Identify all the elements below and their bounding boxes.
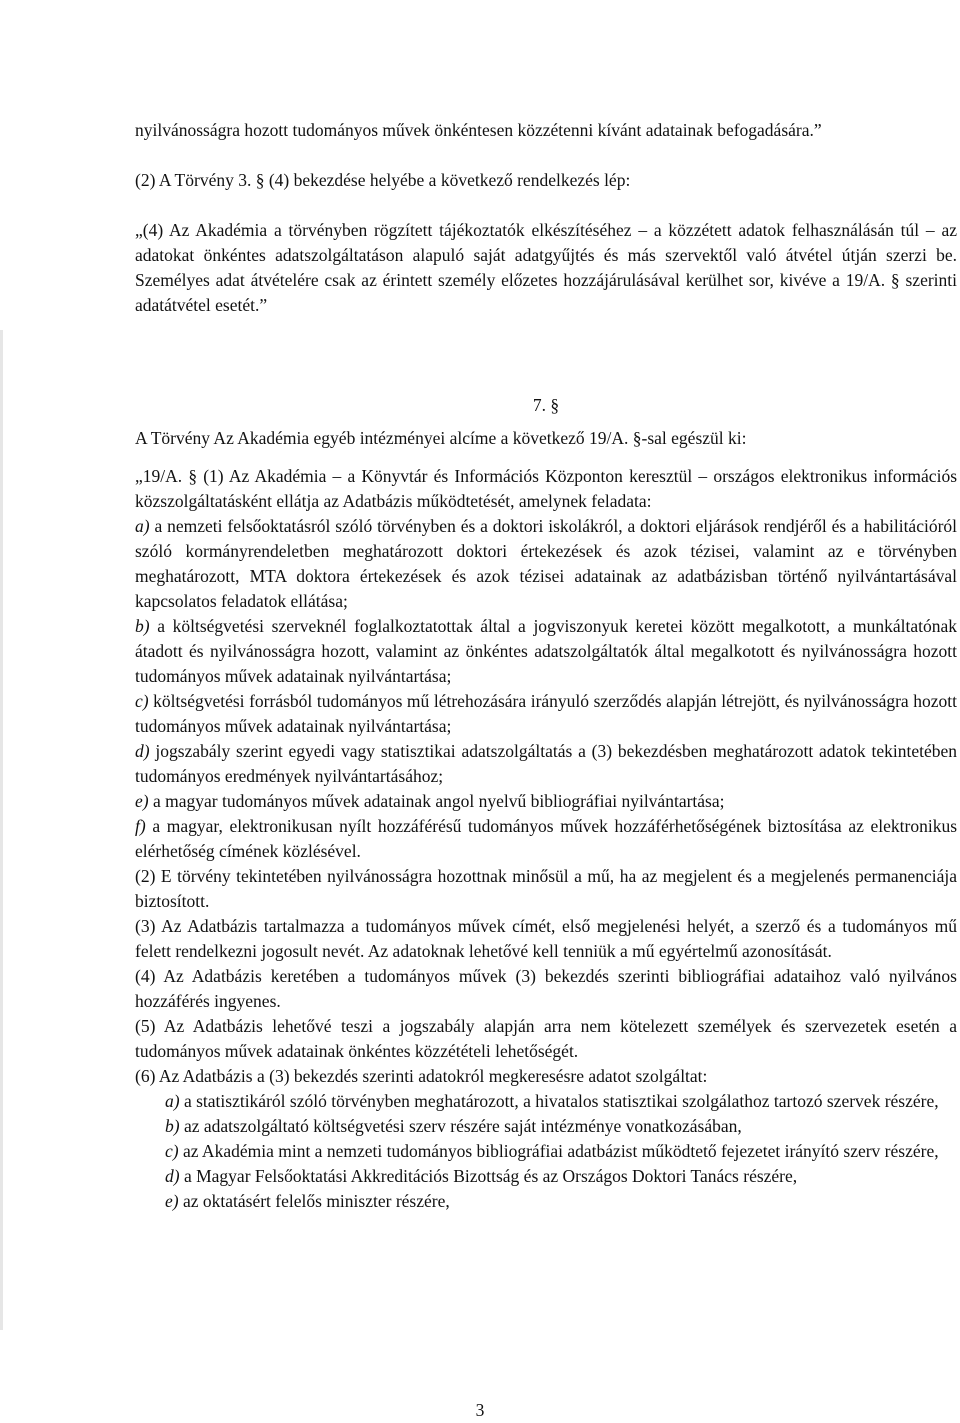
list-item-a: [135, 514, 957, 614]
list-text: az oktatásért felelős miniszter részére,: [182, 1191, 450, 1211]
paragraph-intro-19a: A Törvény Az Akadémia egyéb intézményei alcíme a következő 19/A. §-sal egészül ki:: [135, 428, 747, 448]
paragraph-19a-5: (5) Az Adatbázis lehetővé teszi a jogszabály alapján arra nem kötelezett személyek és szervezetek esetén a tudományos művek adatainak önkéntes közzétételi lehetőségét.: [135, 1016, 957, 1061]
list-text: a magyar tudományos művek adatainak angol nyelvű bibliográfiai nyilvántartása;: [152, 791, 725, 811]
paragraph-quoted-4: „(4) Az Akadémia a törvényben rögzített tájékoztatók elkészítéséhez – a közzétett adatok felhasználásán túl – az adatokat önkéntes adatszolgáltatáson alapuló saját adatgyűjtés és más szervektől való átvétel útján szerzi be. Személyes adat átvételére csak az érintett személy előzetes hozzájárulásával kerülhet sor, kivéve a 19/A. § szerinti adatátvétel esetét.”: [135, 220, 957, 315]
list-text: a magyar, elektronikusan nyílt hozzáférésű tudományos művek hozzáférhetőségének biztosítása az elektronikus elérhetőség címének közlésével.: [135, 816, 958, 861]
list-letter: e): [135, 791, 149, 811]
list-letter: c): [165, 1141, 179, 1161]
list-letter: c): [135, 691, 149, 711]
list-text: a költségvetési szerveknél foglalkoztatottak által a jogviszonyuk keretei között megalkotott, a munkáltatónak átadott és nyilvánosságra hozott, valamint az önkéntes adatszolgáltatók által megalkotott és nyilvánosságra hozott tudományos művek adatainak nyilvántartása;: [135, 616, 957, 686]
list-item-6b: [135, 1114, 957, 1139]
list-item-b: [135, 614, 957, 689]
scan-edge: [0, 330, 3, 1330]
paragraph-19a-1: „19/A. § (1) Az Akadémia – a Könyvtár és Információs Központon keresztül – országos elektronikus információs közszolgáltatásként ellátja az Adatbázis működtetését, amelynek feladata:: [135, 466, 957, 511]
list-letter: e): [165, 1191, 179, 1211]
list-letter: d): [165, 1166, 180, 1186]
paragraph-befogadas: nyilvánosságra hozott tudományos művek önkéntesen közzétenni kívánt adatainak befogadására.”: [135, 120, 822, 140]
list-text: a nemzeti felsőoktatásról szóló törvényben és a doktori iskolákról, a doktori eljárások rendjéről és a habilitációról szóló kormányrendeletben meghatározott doktori értekezések és azok tézisei, valamint az e törvényben meghatározott, MTA doktora értekezések és azok tézisei adatainak az adatbázisban történő nyilvántartásával kapcsolatos feladatok ellátása;: [135, 516, 958, 611]
list-item-c: [135, 689, 957, 739]
list-letter: a): [165, 1091, 180, 1111]
list-text: jogszabály szerint egyedi vagy statisztikai adatszolgáltatás a (3) bekezdésben meghatározott adatok tekintetében tudományos eredmények nyilvántartásához;: [135, 741, 958, 786]
page-number: 3: [475, 1400, 485, 1420]
paragraph-19a-4: (4) Az Adatbázis keretében a tudományos művek (3) bekezdés szerinti bibliográfiai adataihoz való nyilvános hozzáférés ingyenes.: [135, 966, 957, 1011]
list-letter: a): [135, 516, 150, 536]
list-item-d: [135, 739, 957, 789]
list-item-6c: [135, 1139, 957, 1164]
list-item-f: [135, 814, 957, 864]
list-text: a Magyar Felsőoktatási Akkreditációs Bizottság és az Országos Doktori Tanács részére,: [183, 1166, 798, 1186]
paragraph-2: (2) A Törvény 3. § (4) bekezdése helyébe a következő rendelkezés lép:: [135, 170, 631, 190]
list-text: költségvetési forrásból tudományos mű létrehozására irányuló szerződés alapján létrejött, és nyilvánosságra hozott tudományos művek adatainak nyilvántartása;: [135, 691, 957, 736]
list-text: a statisztikáról szóló törvényben meghatározott, a hivatalos statisztikai szolgálathoz tartozó szervek részére,: [183, 1091, 939, 1111]
text-block-top: [135, 118, 957, 318]
text-block-main: [135, 426, 957, 1214]
paragraph-19a-6: (6) Az Adatbázis a (3) bekezdés szerinti adatokról megkeresésre adatot szolgáltat:: [135, 1066, 708, 1086]
list-letter: b): [135, 616, 150, 636]
section-heading-7: [135, 393, 957, 418]
list-text: az Akadémia mint a nemzeti tudományos bibliográfiai adatbázist működtető fejezetet irányító szerv részére,: [182, 1141, 939, 1161]
list-letter: d): [135, 741, 150, 761]
paragraph-19a-3: (3) Az Adatbázis tartalmazza a tudományos művek címét, első megjelenési helyét, a szerző és a tudományos mű felett rendelkezni jogosult nevét. Az adatoknak lehetővé kell tenniük a mű egyértelmű azonosítását.: [135, 916, 957, 961]
list-letter: b): [165, 1116, 180, 1136]
list-item-6e: [135, 1189, 957, 1214]
list-letter: f): [135, 816, 146, 836]
list-text: az adatszolgáltató költségvetési szerv részére saját intézménye vonatkozásában,: [183, 1116, 742, 1136]
list-item-6d: [135, 1164, 957, 1189]
list-item-e: [135, 789, 957, 814]
section-number: 7. §: [532, 395, 560, 415]
list-item-6a: [135, 1089, 957, 1114]
paragraph-19a-2: (2) E törvény tekintetében nyilvánosságra hozottnak minősül a mű, ha az megjelent és a megjelenés permanenciája biztosított.: [135, 866, 957, 911]
